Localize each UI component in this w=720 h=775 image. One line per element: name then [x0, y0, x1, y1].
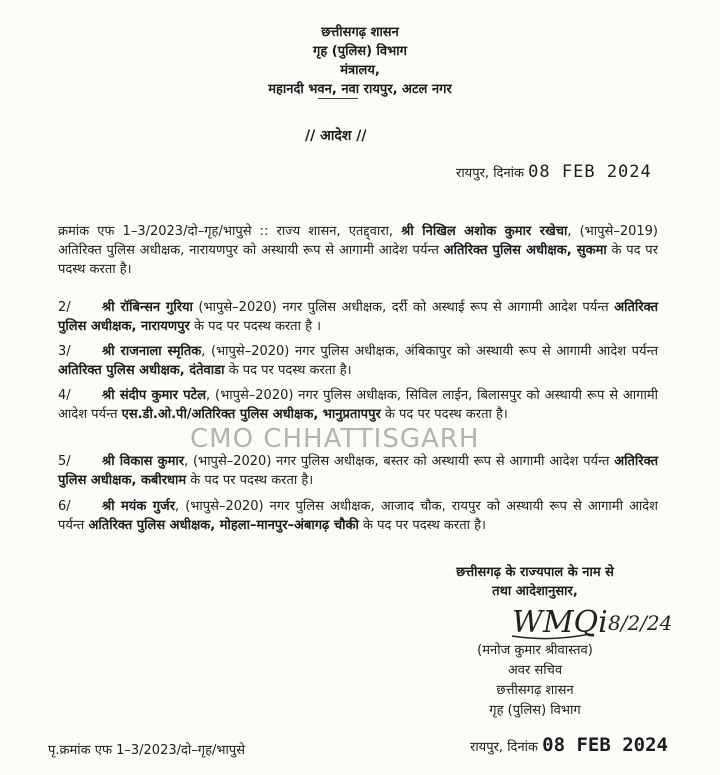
p4-text-post: के पद पर पदस्थ करता है।	[380, 407, 508, 422]
order-paragraph-1	[58, 222, 658, 279]
header-divider	[318, 98, 358, 99]
p1-text-pre: क्रमांक एफ 1–3/2023/दो–गृह/भापुसे :: राज्य शासन, एतद्द्वारा,	[58, 224, 402, 239]
p4-officer-name: श्री संदीप कुमार पटेल	[102, 388, 207, 403]
p2-text-post: के पद पर पदस्थ करता है ।	[189, 319, 322, 334]
p3-text-post: के पद पर पदस्थ करता है।	[224, 363, 352, 378]
header-address: महानदी भवन, नवा रायपुर, अटल नगर	[268, 82, 452, 97]
header-department: गृह (पुलिस) विभाग	[313, 44, 407, 59]
signatory-designation: अवर सचिव	[507, 663, 563, 678]
order-date	[456, 162, 652, 182]
p4-number: 4/	[58, 388, 71, 403]
p4-new-post: एस.डी.ओ.पी/अतिरिक्त पुलिस अधीक्षक, भानुप्रतापपुर	[121, 407, 381, 422]
p6-text-mid: , (भापुसे–2020) नगर पुलिस अधीक्षक, आजाद चौक, रायपुर को अस्थायी रूप से आगामी आदेश पर्यन्त	[58, 499, 659, 533]
p4-text-mid: , (भापुसे–2020) नगर पुलिस अधीक्षक, सिविल लाईन, बिलासपुर को अस्थायी रूप से आगामी आदेश पर्यन्त	[58, 388, 658, 422]
watermark: CMO CHHATTISGARH	[190, 424, 480, 454]
p5-new-post: अतिरिक्त पुलिस अधीक्षक, कबीरधाम	[58, 454, 658, 488]
date-place: रायपुर, दिनांक	[456, 166, 525, 181]
signature-date: 8/2/24	[608, 611, 673, 635]
signatory-government: छत्तीसगढ़ शासन	[496, 683, 574, 698]
order-paragraph-3	[58, 342, 658, 380]
p2-text-mid: (भापुसे–2020) नगर पुलिस अधीक्षक, दर्री को अस्थाई रूप से आगामी आदेश पर्यन्त	[192, 300, 615, 315]
p5-number: 5/	[58, 454, 71, 469]
signatory-name: (मनोज कुमार श्रीवास्तव)	[477, 643, 593, 658]
signature-scribble: WMQi	[512, 605, 608, 640]
order-paragraph-6	[58, 497, 658, 535]
p3-officer-name: श्री राजनाला स्मृतिक	[102, 344, 202, 359]
order-title: // आदेश //	[305, 128, 367, 144]
p2-new-post: अतिरिक्त पुलिस अधीक्षक, नारायणपुर	[58, 300, 658, 334]
order-paragraph-4	[58, 386, 658, 424]
order-paragraph-5	[58, 452, 658, 490]
p5-text-mid: , (भापुसे–2020) नगर पुलिस अधीक्षक, बस्तर को अस्थायी रूप से आगामी आदेश पर्यन्त	[184, 454, 615, 469]
p2-number: 2/	[58, 300, 71, 315]
header-government: छत्तीसगढ़ शासन	[321, 25, 399, 40]
signoff-line-2: तथा आदेशानुसार,	[492, 584, 578, 599]
p6-text-post: के पद पर पदस्थ करता है।	[358, 518, 486, 533]
endorsement-place: रायपुर, दिनांक	[470, 740, 539, 755]
p5-text-post: के पद पर पदस्थ करता है।	[186, 473, 314, 488]
p3-text-mid: , (भापुसे–2020) नगर पुलिस अधीक्षक, अंबिकापुर को अस्थायी रूप से आगामी आदेश पर्यन्त	[201, 344, 659, 359]
p6-number: 6/	[58, 499, 71, 514]
endorsement-date	[470, 734, 668, 756]
date-stamp: 08 FEB 2024	[528, 162, 652, 182]
signoff-line-1: छत्तीसगढ़ के राज्यपाल के नाम से	[456, 565, 614, 580]
p1-text-mid: , (भापुसे–2019) अतिरिक्त पुलिस अधीक्षक, नारायणपुर को अस्थायी रूप से आगामी आदेश पर्यन्त	[58, 224, 659, 258]
p3-number: 3/	[58, 344, 71, 359]
order-paragraph-2	[58, 298, 658, 336]
p1-new-post: अतिरिक्त पुलिस अधीक्षक, सुकमा	[443, 243, 607, 258]
p5-officer-name: श्री विकास कुमार	[102, 454, 185, 469]
endorsement-stamp: 08 FEB 2024	[542, 734, 669, 756]
p1-text-post: के पद पर पदस्थ करता है।	[58, 243, 658, 277]
p1-officer-name: श्री निखिल अशोक कुमार रखेचा	[401, 224, 568, 239]
header-ministry: मंत्रालय,	[340, 63, 380, 78]
p6-new-post: अतिरिक्त पुलिस अधीक्षक, मोहला–मानपुर–अंबागढ़ चौकी	[88, 518, 359, 533]
p2-officer-name: श्री रॉबिन्सन गुरिया	[102, 300, 193, 315]
endorsement-reference: पृ.क्रमांक एफ 1–3/2023/दो–गृह/भापुसे	[48, 743, 246, 758]
p6-officer-name: श्री मयंक गुर्जर	[102, 499, 176, 514]
signatory-department: गृह (पुलिस) विभाग	[489, 703, 581, 718]
p3-new-post: अतिरिक्त पुलिस अधीक्षक, दंतेवाडा	[58, 363, 225, 378]
